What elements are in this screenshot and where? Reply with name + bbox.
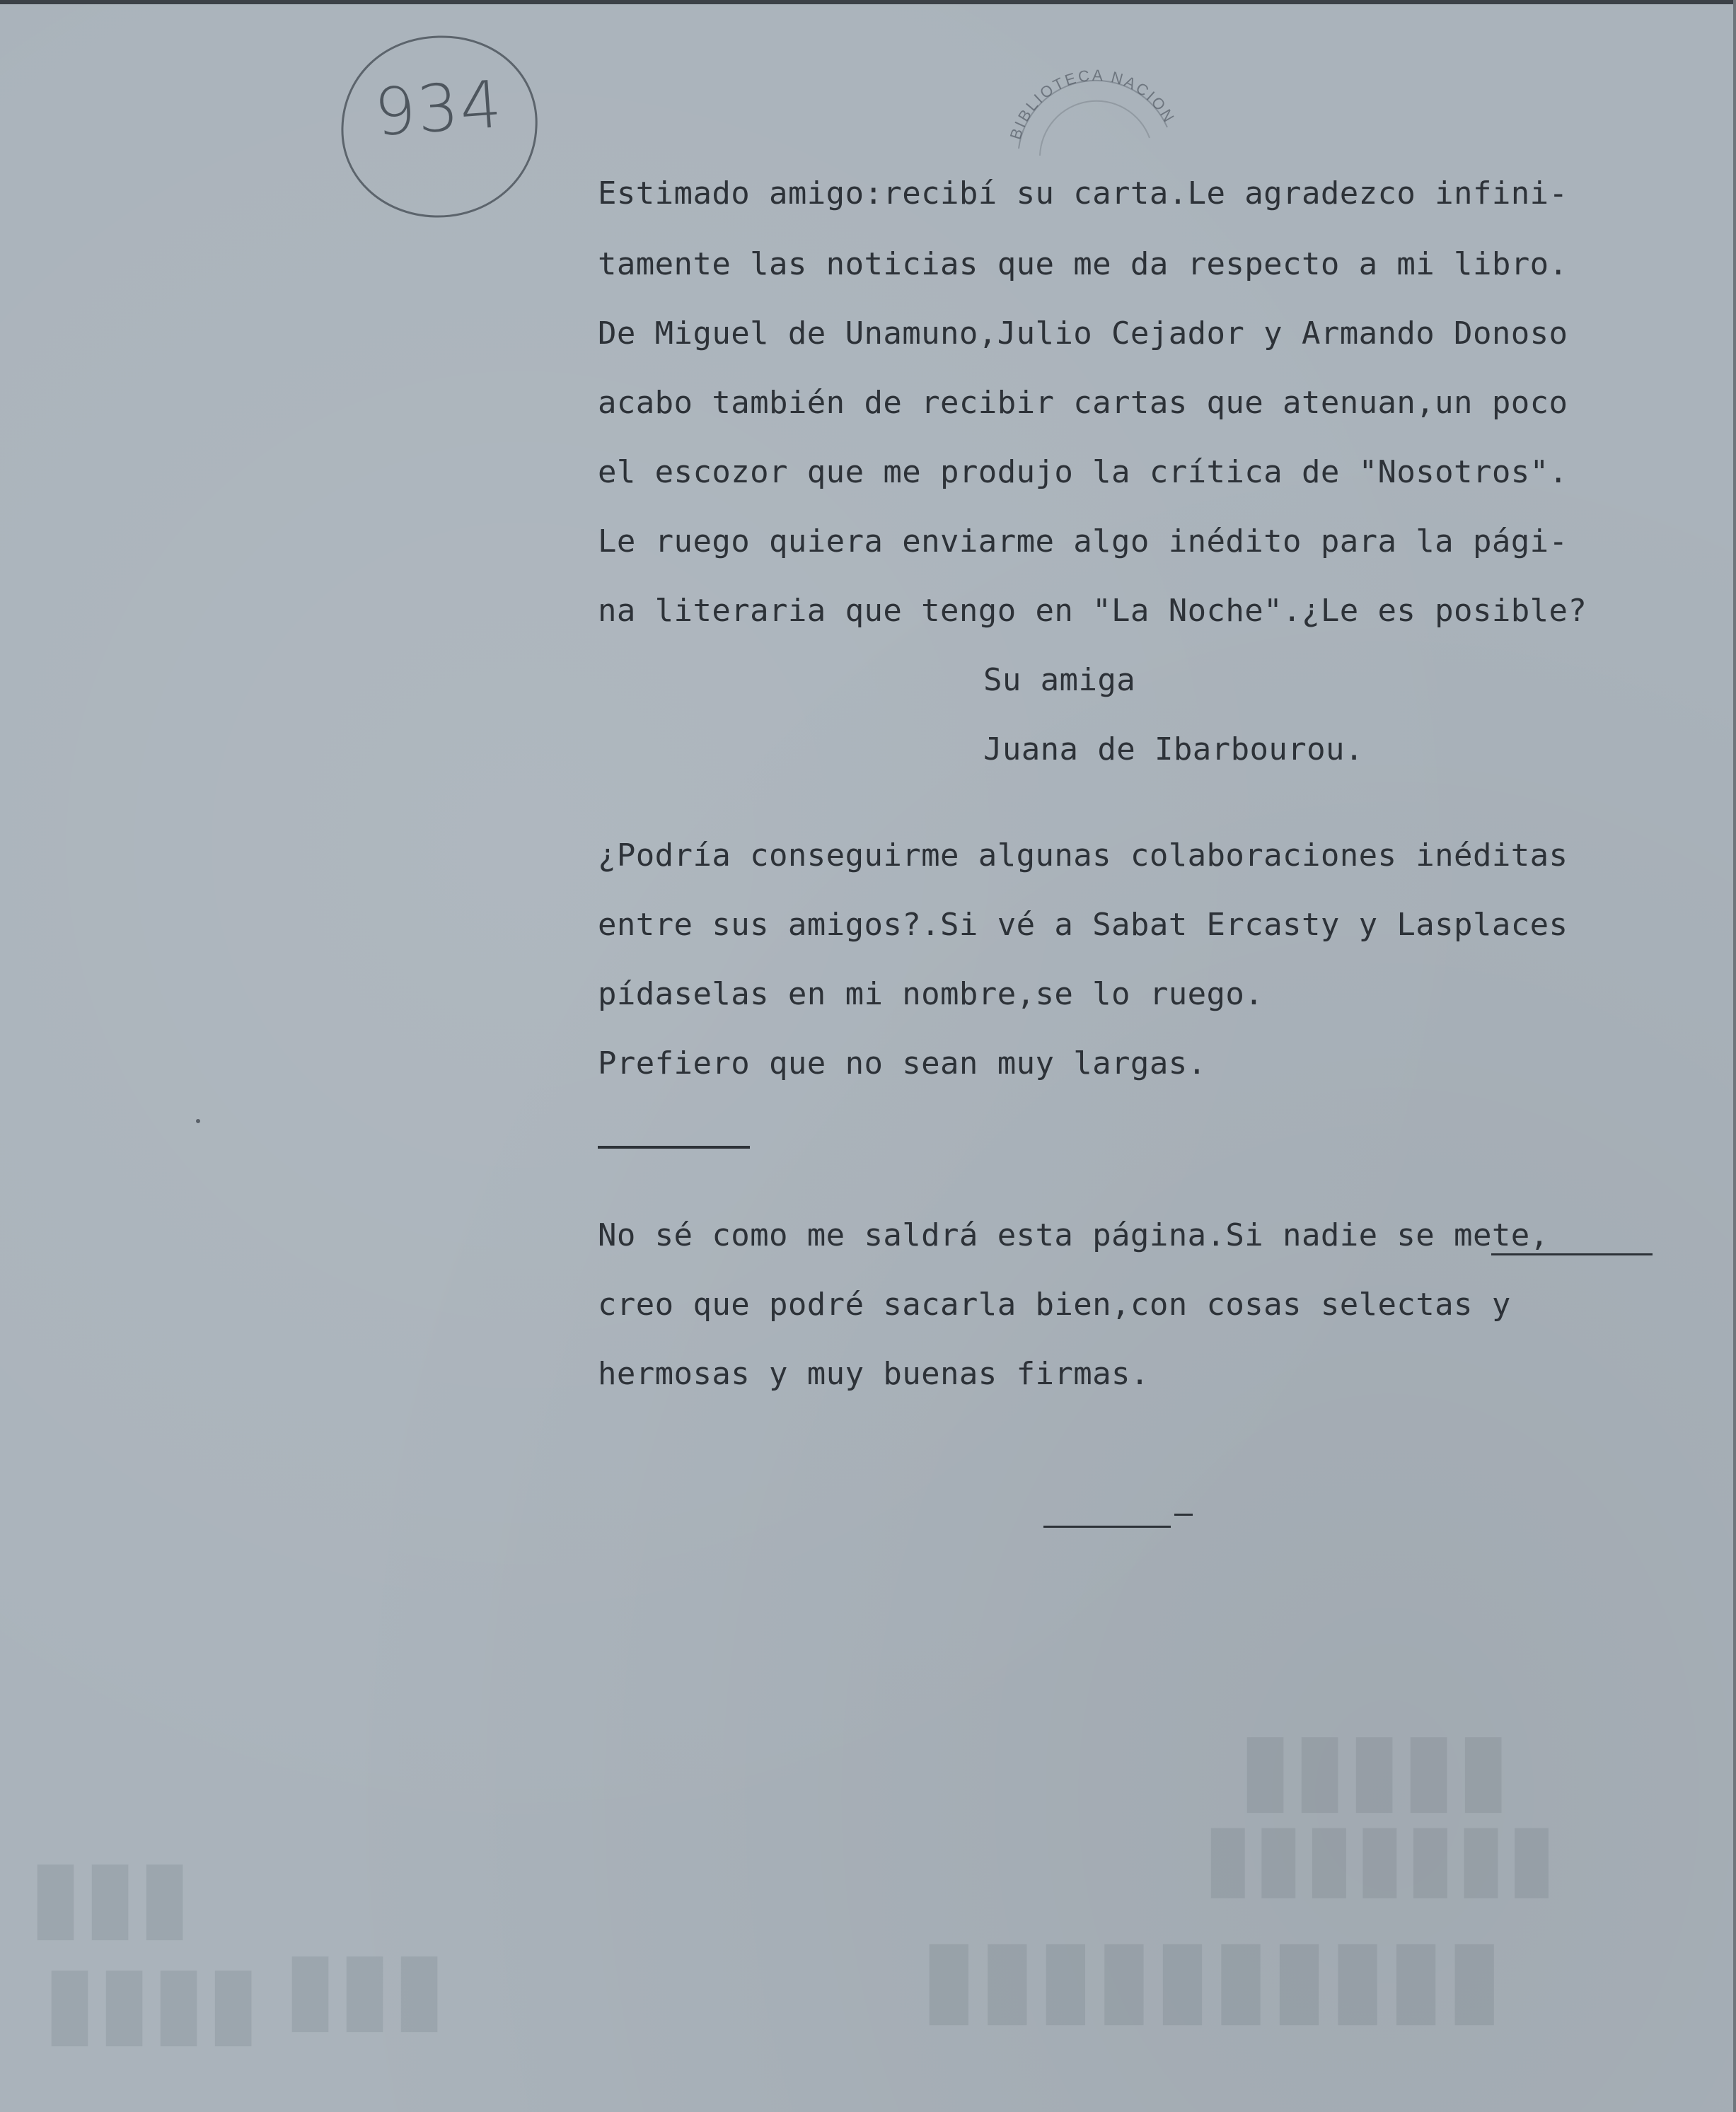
library-stamp (990, 21, 1188, 163)
bleed-through-block-1: ▮▮▮▮▮ (1238, 1713, 1511, 1823)
letter-signature: Juana de Ibarbourou. (983, 731, 1364, 767)
postscript-line-4: Prefiero que no sean muy largas. (598, 1045, 1207, 1081)
letter-line-4: acabo también de recibir cartas que atenuan,un poco (598, 385, 1568, 421)
paper-speck (196, 1119, 200, 1123)
library-stamp-icon (990, 21, 1188, 163)
section-divider (598, 1146, 750, 1149)
bleed-through-block-2: ▮▮▮▮▮▮▮ (1203, 1806, 1557, 1908)
postscript-line-2: entre sus amigos?.Si vé a Sabat Ercasty y Lasplaces (598, 907, 1568, 943)
letter-line-6: Le ruego quiera enviarme algo inédito para la pági- (598, 523, 1568, 559)
postscript-line-3: pídaselas en mi nombre,se lo ruego. (598, 976, 1264, 1012)
note-line-3: hermosas y muy buenas firmas. (598, 1356, 1150, 1392)
svg-text:BIBLIOTECA NACIONAL: BIBLIOTECA NACION (1006, 66, 1179, 142)
note-line-2: creo que podré sacarla bien,con cosas selectas y (598, 1287, 1511, 1323)
letter-line-3: De Miguel de Unamuno,Julio Cejador y Armando Donoso (598, 315, 1568, 352)
archive-number: 934 (371, 66, 506, 151)
letter-line-7: na literaria que tengo en "La Noche".¿Le es posible? (598, 593, 1587, 629)
letter-closing: Su amiga (983, 662, 1136, 698)
scan-right-edge (1733, 0, 1736, 2112)
archive-number-mark (332, 28, 545, 226)
letter-line-5: el escozor que me produjo la crítica de "Nosotros". (598, 454, 1568, 490)
scan-top-edge (0, 0, 1736, 4)
bleed-through-block-3: ▮▮▮▮▮▮▮▮▮▮ (920, 1918, 1504, 2036)
end-divider (1043, 1526, 1171, 1528)
postscript-line-1: ¿Podría conseguirme algunas colaboraciones inéditas (598, 837, 1568, 874)
note-line-1: No sé como me saldrá esta página.Si nadie se mete, (598, 1217, 1549, 1253)
end-divider-tick (1174, 1514, 1193, 1516)
letter-line-2: tamente las noticias que me da respecto a mi libro. (598, 246, 1568, 282)
bleed-through-block-4: ▮▮▮ (28, 1840, 192, 1950)
note-underline (1491, 1253, 1653, 1255)
bleed-through-block-5: ▮▮▮▮ (42, 1946, 261, 2056)
letter-line-1: Estimado amigo:recibí su carta.Le agradezco infini- (598, 175, 1568, 211)
bleed-through-block-6: ▮▮▮ (283, 1932, 447, 2042)
